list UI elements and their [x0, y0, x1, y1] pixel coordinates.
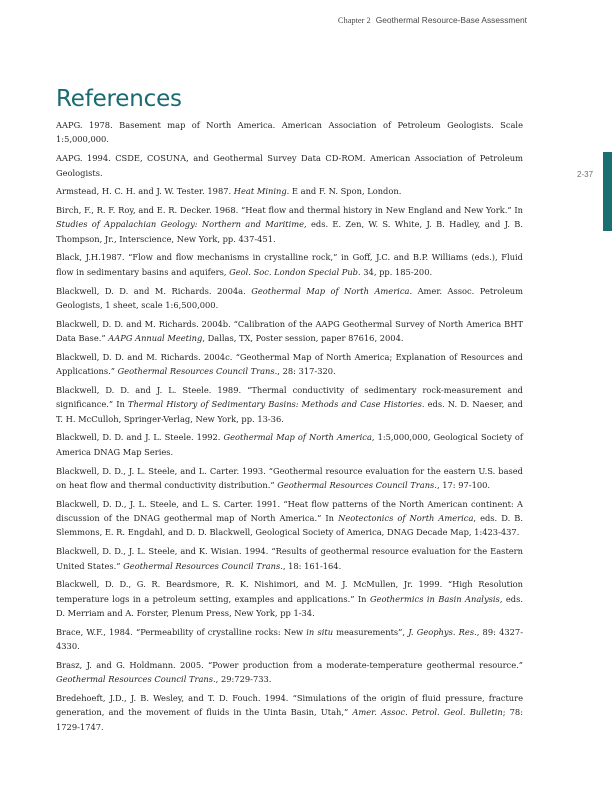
reference-text: 34, pp. 185-200. — [360, 266, 433, 277]
reference-entry — [56, 464, 523, 493]
reference-text: Blackwell, D. D., G. R. Beardsmore, R. K. Nishimori, and M. J. McMullen, Jr. 1999. “High Resolution temperature logs in a petroleum setting, examples and applications.” In — [56, 579, 523, 604]
reference-text: Brace, W.F., 1984. “Permeability of crystalline rocks: New — [56, 626, 307, 637]
reference-entry — [56, 658, 523, 687]
reference-entry — [56, 118, 523, 147]
reference-italic-title: Thermal History of Sedimentary Basins: Methods and Case Histories — [127, 399, 422, 410]
reference-text: Armstead, H. C. H. and J. W. Tester. 1987. — [56, 186, 234, 197]
reference-italic-title: Geothermics in Basin Analysis — [369, 593, 500, 604]
reference-entry — [56, 625, 523, 654]
reference-list — [56, 118, 523, 738]
reference-italic-title: Neotectonics of North America — [338, 513, 474, 524]
reference-text: , Dallas, TX, Poster session, paper 87616, 2004. — [202, 333, 404, 344]
reference-italic-title: J. Geophys. Res. — [408, 626, 477, 637]
reference-entry — [56, 350, 523, 379]
reference-text: . E and F. N. Spon, London. — [286, 186, 402, 197]
reference-text: , eds. E. Zen, W. S. White, J. B. Hadley, and J. B. Thompson, Jr., Interscience, New York, pp. 437-451. — [56, 219, 523, 244]
chapter-side-tab — [603, 152, 612, 231]
reference-text: , 18: 161-164. — [282, 560, 342, 571]
reference-text: , 29:729-733. — [215, 674, 272, 685]
reference-entry — [56, 250, 523, 279]
reference-entry — [56, 544, 523, 573]
reference-text: . eds. N. D. Naeser, and T. H. McCulloh, Springer-Verlag, New York, pp. 13-36. — [56, 399, 523, 424]
reference-text: Brasz, J. and G. Holdmann. 2005. “Power production from a moderate-temperature geothermal resource.” — [56, 659, 523, 670]
reference-entry — [56, 691, 523, 734]
reference-italic-title: in situ — [306, 626, 334, 637]
chapter-title: Geothermal Resource-Base Assessment — [375, 15, 527, 25]
reference-entry — [56, 577, 523, 620]
reference-entry — [56, 284, 523, 313]
reference-text: Blackwell, D. D., J. L. Steele, and L. S. Carter. 1991. “Heat flow patterns of the North American continent: A discussion of the DNAG geothermal map of North America.” In — [56, 498, 523, 524]
reference-text: Bredehoeft, J.D., J. B. Wesley, and T. D. Fouch. 1994. “Simulations of the origin of fluid pressure, fracture generation, and the movement of fluids in the Uinta Basin, Utah,” — [56, 692, 523, 718]
reference-text: Blackwell, D. D. and M. Richards. 2004a. — [56, 285, 252, 296]
reference-italic-title: Geothermal Resources Council Trans. — [117, 366, 278, 377]
reference-text: Black, J.H.1987. “Flow and flow mechanisms in crystalline rock,” in Goff, J.C. and B.P. Williams (eds.), Fluid flow in sedimentary basins and aquifers, — [56, 252, 523, 277]
reference-entry — [56, 203, 523, 246]
reference-text: , 28: 317-320. — [277, 366, 336, 377]
reference-italic-title: Studies of Appalachian Geology: Northern and Maritime — [56, 219, 305, 230]
reference-text: , 1:5,000,000, Geological Society of America DNAG Map Series. — [56, 432, 523, 457]
reference-entry — [56, 430, 523, 459]
reference-text: , eds. D. Merriam and A. Forster, Plenum Press, New York, pp 1-34. — [56, 593, 523, 619]
reference-entry — [56, 383, 523, 426]
section-title: References — [56, 86, 182, 112]
reference-entry — [56, 151, 523, 180]
reference-text: Blackwell, D. D. and M. Richards. 2004b. “Calibration of the AAPG Geothermal Survey of North America BHT Data Base.” — [56, 318, 523, 344]
reference-text: , eds. D. B. Slemmons, E. R. Engdahl, and D. D. Blackwell, Geological Society of America, DNAG Decade Map, 1:423-437. — [56, 513, 523, 538]
page-number: 2-37 — [577, 170, 594, 179]
reference-text: AAPG. 1994. CSDE, COSUNA, and Geothermal Survey Data CD-ROM. American Association of Petroleum Geologists. — [56, 153, 523, 178]
reference-text: Blackwell, D. D. and M. Richards. 2004c. “Geothermal Map of North America; Explanation of Resources and Applications.” — [56, 351, 523, 377]
reference-text: Blackwell, D. D., J. L. Steele, and K. Wisian. 1994. “Results of geothermal resource evaluation for the Eastern United States.” — [56, 546, 523, 571]
reference-entry — [56, 184, 523, 198]
running-header — [338, 15, 527, 25]
chapter-label: Chapter 2 — [337, 16, 371, 25]
reference-italic-title: Geothermal Resources Council Trans. — [277, 479, 437, 490]
reference-italic-title: Heat Mining — [233, 186, 287, 197]
reference-italic-title: Amer. Assoc. Petrol. Geol. Bulletin — [352, 707, 503, 718]
reference-text: Birch, F., R. F. Roy, and E. R. Decker. 1968. “Heat flow and thermal history in New England and New York.” In — [56, 204, 523, 215]
reference-text: ; 78: 1729-1747. — [56, 707, 523, 732]
reference-entry — [56, 317, 523, 346]
reference-italic-title: AAPG Annual Meeting — [108, 333, 203, 344]
reference-text: , 89: 4327-4330. — [56, 626, 524, 652]
reference-italic-title: Geothermal Resources Council Trans. — [56, 674, 216, 685]
reference-italic-title: Geol. Soc. London Special Pub. — [229, 266, 361, 277]
reference-text: . Amer. Assoc. Petroleum Geologists, 1 sheet, scale 1:6,500,000. — [56, 285, 523, 310]
reference-text: measurements”, — [333, 626, 409, 637]
reference-italic-title: Geothermal Resources Council Trans. — [123, 560, 283, 571]
reference-text: Blackwell, D. D. and J. L. Steele. 1992. — [56, 432, 224, 443]
reference-italic-title: Geothermal Map of North America — [223, 432, 372, 443]
reference-text: Blackwell, D. D. and J. L. Steele. 1989. “Thermal conductivity of sedimentary rock-measurement and significance.” In — [56, 384, 523, 410]
reference-text: Blackwell, D. D., J. L. Steele, and L. Carter. 1993. “Geothermal resource evaluation for the eastern U.S. based on heat flow and thermal conductivity distribution.” — [56, 465, 523, 490]
reference-text: AAPG. 1978. Basement map of North America. American Association of Petroleum Geologists. Scale 1:5,000,000. — [56, 120, 523, 145]
reference-italic-title: Geothermal Map of North America — [251, 285, 410, 296]
reference-entry — [56, 497, 523, 540]
reference-text: , 17: 97-100. — [436, 479, 491, 490]
